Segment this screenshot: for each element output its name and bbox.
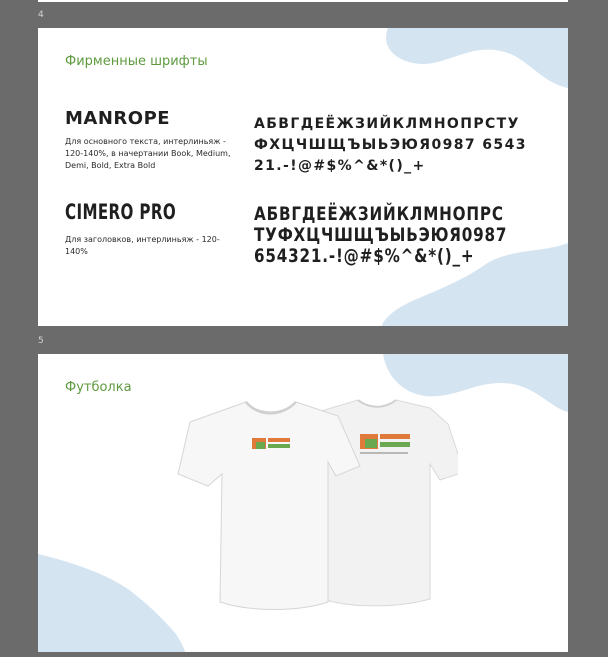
- slide-title: Футболка: [65, 380, 132, 395]
- slide-tshirt[interactable]: [38, 354, 568, 652]
- slide-number: 5: [38, 336, 44, 346]
- font-description-manrope: Для основного текста, интерлиньяж - 120-140%, в начертании Book, Medium, Demi, Bold, Extra Bold: [65, 137, 231, 170]
- glyph-specimen-cimero: [254, 204, 507, 267]
- glyph-line: 654321.-!@#$%^&*()_+: [254, 245, 475, 267]
- glyph-line: 21.-!@#$%^&*()_+: [254, 158, 426, 174]
- slide-fonts[interactable]: [38, 28, 568, 326]
- glyph-line: АБВГДЕЁЖЗИЙКЛМНОПРС: [254, 203, 504, 225]
- glyph-line: ФХЦЧШЩЪЫЬЭЮЯ0987 6543: [254, 137, 527, 153]
- glyph-specimen-manrope: [254, 114, 527, 177]
- glyph-line: ТУФХЦЧШЩЪЫЬЭЮЯ0987: [254, 224, 508, 246]
- font-name-cimero: CIMERO PRO: [65, 200, 177, 224]
- glyph-line: АБВГДЕЁЖЗИЙКЛМНОПРСТУ: [254, 116, 520, 132]
- previous-slide-edge: [38, 0, 568, 2]
- decorative-blobs: [38, 28, 568, 326]
- font-name-manrope: MANROPE: [65, 108, 171, 129]
- slide-number: 4: [38, 10, 44, 20]
- slide-title: Фирменные шрифты: [65, 54, 208, 69]
- tshirt-mockup-image: [168, 394, 458, 614]
- font-description-cimero: Для заголовков, интерлиньяж - 120-140%: [65, 235, 220, 256]
